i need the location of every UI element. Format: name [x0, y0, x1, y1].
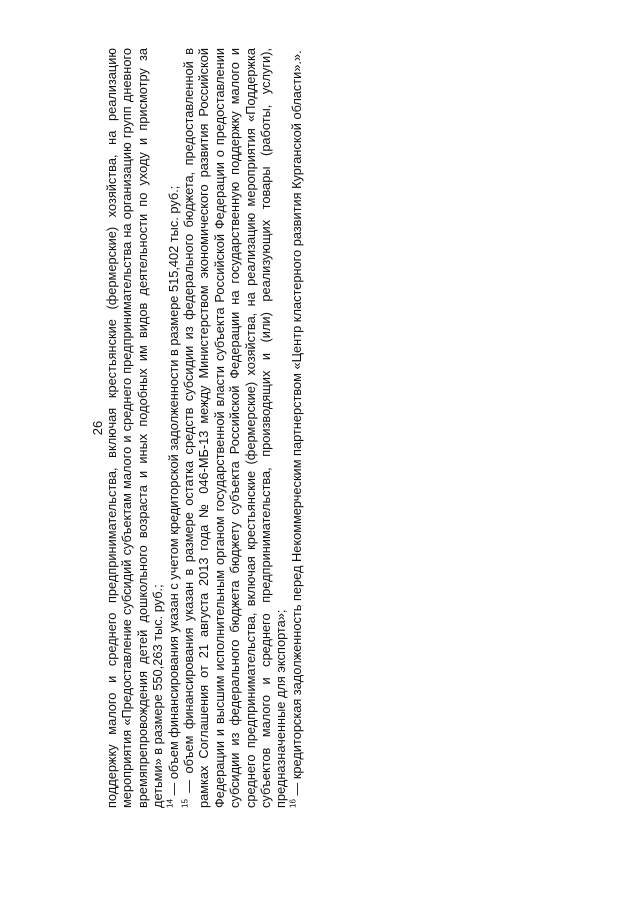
footnote-15	[181, 48, 289, 808]
paragraph	[104, 48, 166, 808]
footnote-14	[166, 48, 181, 808]
rotated-content	[90, 48, 570, 808]
document-body	[104, 48, 304, 808]
footnote-marker: 15	[180, 799, 190, 808]
footnote-marker: 14	[165, 799, 175, 808]
footnote-16	[289, 48, 304, 808]
footnote-text: — объем финансирования указан с учетом кредиторской задолженности в размере 515,402 тыс. руб.;	[165, 185, 181, 800]
paragraph-text: поддержку малого и среднего предпринимательства, включая крестьянские (фермерские) хозяйства, на реализацию мероприятия «Предоставление субсидий субъектам малого и среднего предпринимательства на организацию групп дневного времяпрепровождения детей дошкольного возраста и иных подобных им видов деятельности по уходу и присмотру за детьми» в размере 550,263 тыс. руб.;	[104, 48, 166, 808]
page-number: 26	[90, 420, 105, 436]
footnote-marker: 16	[288, 799, 298, 808]
footnote-text: — объем финансирования указан в размере остатка средств субсидии из федерального бюджета, предоставленной в рамках Соглашения от 21 августа 2013 года № 046-МБ-13 между Министерством экономического развития Российской Федерации и высшим исполнительным органом государственной власти субъекта Российской Федерации о предоставлении субсидии из федерального бюджета бюджету субъекта Российской Федерации на государственную поддержку малого и среднего предпринимательства, включая крестьянские (фермерские) хозяйства, на реализацию мероприятия «Поддержка субъектов малого и среднего предпринимательства, производящих и (или) реализующих товары (работы, услуги), предназначенные для экспорта»;	[181, 48, 289, 808]
footnote-text: — кредиторская задолженность перед Некоммерческим партнерством «Центр кластерного развития Курганской области».».	[288, 50, 304, 800]
